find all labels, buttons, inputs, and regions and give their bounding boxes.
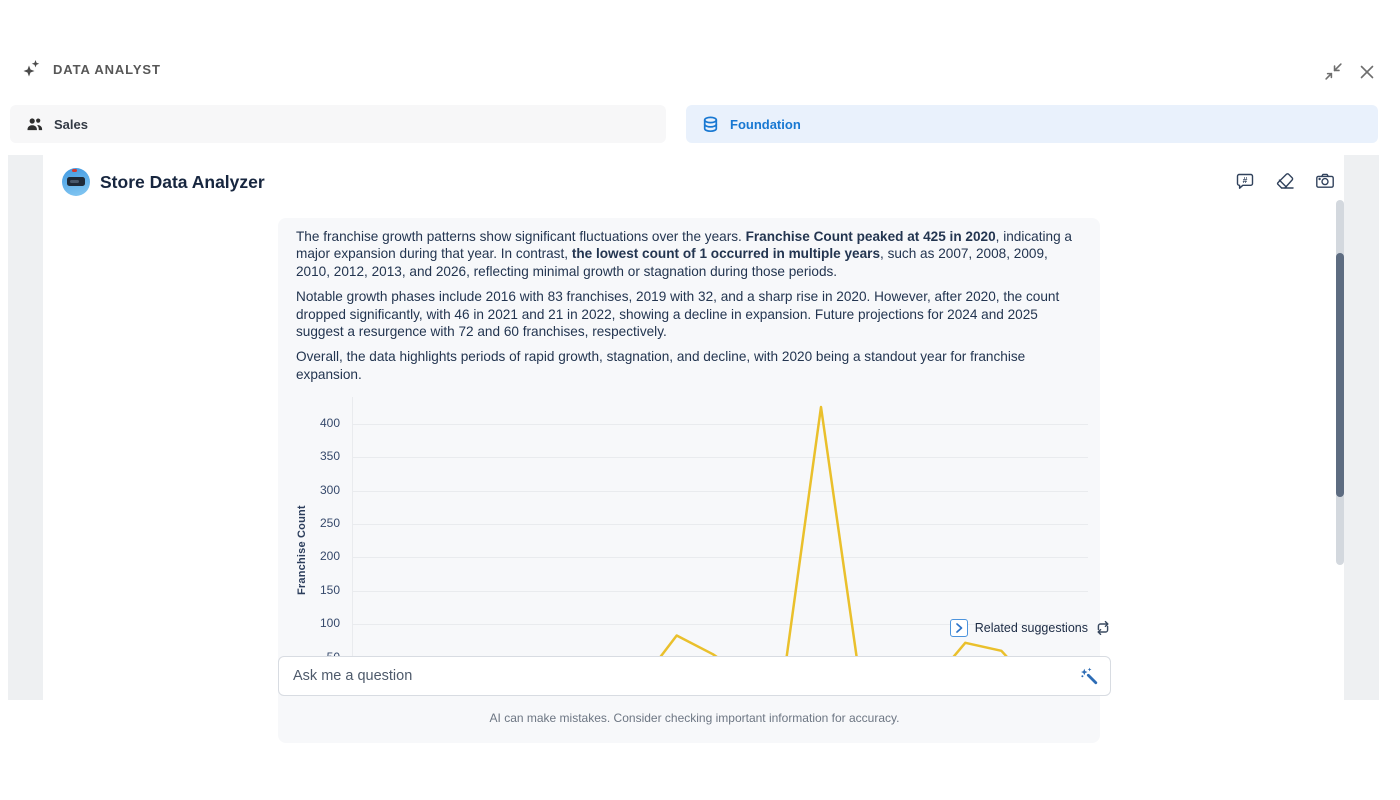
panel-header [20,58,161,80]
svg-text:#: # [1242,174,1248,185]
y-axis-label: Franchise Count [296,505,308,596]
related-suggestions-label: Related suggestions [974,621,1088,635]
magic-wand-icon[interactable] [1079,666,1099,686]
tab-foundation-label: Foundation [730,116,801,132]
database-icon [702,116,719,133]
expand-suggestions-button[interactable] [950,619,968,637]
y-tick-label: 250 [319,516,340,531]
y-tick-label: 300 [319,482,340,497]
agent-name: Store Data Analyzer [100,171,265,192]
close-icon[interactable] [1358,63,1376,81]
sparkle-logo-icon [20,58,42,80]
scrollbar-thumb[interactable] [1336,253,1344,497]
camera-icon[interactable] [1315,171,1335,191]
y-tick-label: 350 [319,449,340,464]
tab-foundation[interactable] [686,105,1378,143]
question-input[interactable] [278,656,1111,696]
message-paragraph-1: The franchise growth patterns show significant fluctuations over the years. Franchise Count peaked at 425 in 2020, indicating a major expansion during that year. In contrast, the lowest count of 1 occurred in multiple years, such as 2007, 2008, 2009, 2010, 2012, 2013, and 2026, reflecting minimal growth or stagnation during those periods. [296,229,1072,279]
y-tick-label: 400 [319,415,340,430]
collapse-icon[interactable] [1324,62,1343,81]
line-series [352,397,1088,697]
panel-title: DATA ANALYST [53,61,161,77]
right-gutter [1344,155,1379,700]
message-actions [1235,171,1335,191]
eraser-icon[interactable] [1275,171,1295,191]
left-gutter [8,155,43,700]
agent-header [62,168,265,196]
tab-sales[interactable] [10,105,666,143]
tab-sales-label: Sales [54,116,88,132]
related-suggestions-row [278,619,1111,637]
robot-avatar-icon [62,168,90,196]
y-tick-label: 100 [319,616,340,631]
comment-feedback-icon[interactable] [1235,171,1255,191]
people-icon [26,116,43,132]
ai-disclaimer: AI can make mistakes. Consider checking important information for accuracy. [489,711,900,725]
message-paragraph-3: Overall, the data highlights periods of rapid growth, stagnation, and decline, with 2020 being a standout year for franchise expansion. [296,349,1026,382]
y-tick-label: 150 [319,582,340,597]
y-tick-label: 200 [319,549,340,564]
repeat-icon[interactable] [1095,620,1111,636]
message-paragraph-2: Notable growth phases include 2016 with 83 franchises, 2019 with 32, and a sharp rise in 2020. However, after 2020, the count dropped significantly, with 46 in 2021 and 21 in 2022, showing a decline in expansion. Future projections for 2024 and 2025 suggest a resurgence with 72 and 60 franchises, respectively. [296,289,1060,339]
window-controls [1324,62,1376,81]
question-composer [278,656,1111,696]
chevron-right-icon [953,622,965,634]
